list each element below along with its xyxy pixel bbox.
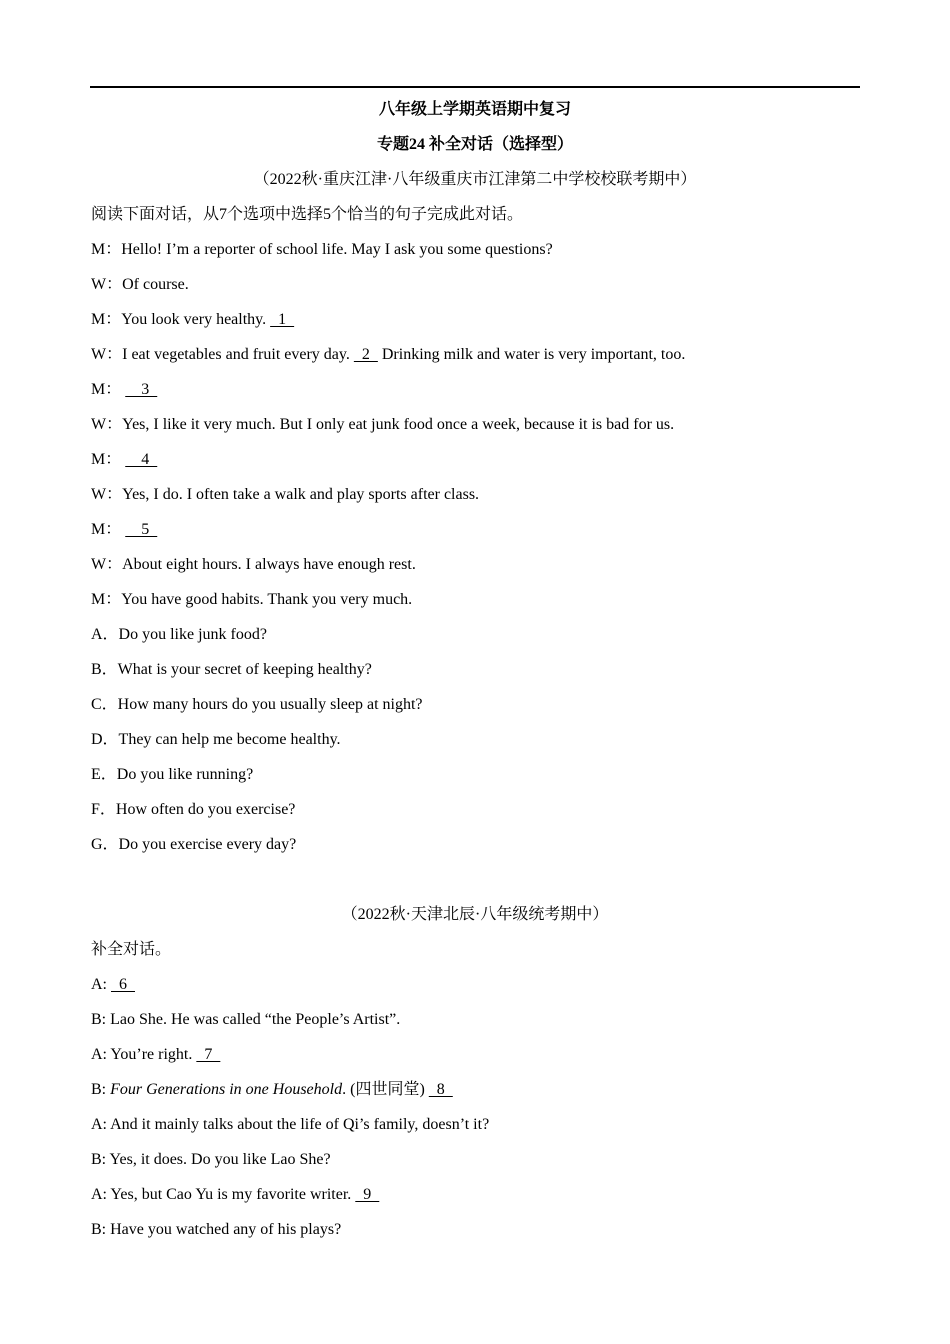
dialogue-text: Have you watched any of his plays? xyxy=(110,1221,342,1238)
dialogue-line xyxy=(91,275,189,295)
answer-blank-7: 7 xyxy=(196,1046,221,1063)
speaker-label: B: xyxy=(91,1011,111,1028)
answer-blank-1: 1 xyxy=(270,311,295,328)
dialogue-text: Yes, but Cao Yu is my favorite writer. xyxy=(110,1186,356,1203)
dialogue-line xyxy=(91,975,135,995)
speaker-label: M： xyxy=(91,591,122,608)
dialogue-text: Yes, I do. I often take a walk and play sports after class. xyxy=(122,486,480,503)
dialogue-line xyxy=(91,520,157,540)
option-c: C．How many hours do you usually sleep at night? xyxy=(91,696,423,713)
answer-blank-5: 5 xyxy=(125,521,158,538)
section1-source: （2022秋·重庆江津·八年级重庆市江津第二中学校校联考期中） xyxy=(253,171,697,188)
dialogue-line xyxy=(91,1010,400,1030)
dialogue-line xyxy=(91,450,157,470)
speaker-label: M： xyxy=(91,311,122,328)
dialogue-text: About eight hours. I always have enough rest. xyxy=(122,556,416,573)
speaker-label: W： xyxy=(91,486,123,503)
dialogue-text: And it mainly talks about the life of Qi’s family, doesn’t it? xyxy=(110,1116,490,1133)
section2-source: （2022秋·天津北辰·八年级统考期中） xyxy=(341,906,609,923)
speaker-label: M： xyxy=(91,241,122,258)
speaker-label: W： xyxy=(91,416,123,433)
answer-blank-4: 4 xyxy=(125,451,158,468)
speaker-label: A: xyxy=(91,1116,111,1133)
dialogue-line xyxy=(91,1220,341,1240)
dialogue-text: You look very healthy. xyxy=(121,311,271,328)
dialogue-text: Yes, I like it very much. But I only eat junk food once a week, because it is bad for us. xyxy=(122,416,675,433)
option-d: D．They can help me become healthy. xyxy=(91,731,341,748)
speaker-label: B: xyxy=(91,1221,111,1238)
option-e: E．Do you like running? xyxy=(91,766,254,783)
speaker-label: M： xyxy=(91,451,122,468)
dialogue-line xyxy=(91,1080,453,1100)
speaker-label: M： xyxy=(91,521,122,538)
dialogue-text-after: . (四世同堂) xyxy=(342,1081,429,1098)
option-a: A．Do you like junk food? xyxy=(91,626,267,643)
speaker-label: B: xyxy=(91,1151,110,1168)
header-rule xyxy=(90,86,860,88)
option-f: F．How often do you exercise? xyxy=(91,801,296,818)
dialogue-text-after: Drinking milk and water is very important, too. xyxy=(377,346,686,363)
dialogue-line xyxy=(91,240,553,260)
dialogue-line xyxy=(91,415,674,435)
dialogue-text: Hello! I’m a reporter of school life. May I ask you some questions? xyxy=(121,241,553,258)
dialogue-line xyxy=(91,1150,331,1170)
dialogue-line xyxy=(91,590,412,610)
answer-blank-8: 8 xyxy=(428,1081,453,1098)
answer-blank-6: 6 xyxy=(111,976,135,993)
page-title: 八年级上学期英语期中复习 xyxy=(378,101,571,118)
speaker-label: A: xyxy=(91,1046,111,1063)
option-b: B．What is your secret of keeping healthy? xyxy=(91,661,372,678)
dialogue-text: You’re right. xyxy=(110,1046,197,1063)
dialogue-line xyxy=(91,485,479,505)
dialogue-line xyxy=(91,555,416,575)
dialogue-line xyxy=(91,345,685,365)
answer-blank-9: 9 xyxy=(355,1186,380,1203)
section2-instruction: 补全对话。 xyxy=(91,941,172,958)
speaker-label: B: xyxy=(91,1081,111,1098)
speaker-label: W： xyxy=(91,556,123,573)
page-subtitle: 专题24 补全对话（选择型） xyxy=(376,136,573,153)
dialogue-text: I eat vegetables and fruit every day. xyxy=(122,346,354,363)
answer-blank-3: 3 xyxy=(125,381,158,398)
speaker-label: A: xyxy=(91,1186,111,1203)
speaker-label: A: xyxy=(91,976,111,993)
dialogue-line xyxy=(91,310,294,330)
section1-instruction: 阅读下面对话，从7个选项中选择5个恰当的句子完成此对话。 xyxy=(91,206,524,223)
dialogue-text: Of course. xyxy=(122,276,189,293)
book-title: Four Generations in one Household xyxy=(110,1081,343,1098)
speaker-label: M： xyxy=(91,381,122,398)
dialogue-line xyxy=(91,1115,489,1135)
speaker-label: W： xyxy=(91,346,123,363)
dialogue-text: Lao She. He was called “the People’s Artist”. xyxy=(110,1011,401,1028)
dialogue-line xyxy=(91,1045,220,1065)
option-g: G．Do you exercise every day? xyxy=(91,836,297,853)
dialogue-line xyxy=(91,380,157,400)
dialogue-text: Yes, it does. Do you like Lao She? xyxy=(109,1151,331,1168)
speaker-label: W： xyxy=(91,276,123,293)
dialogue-text: You have good habits. Thank you very much. xyxy=(121,591,413,608)
answer-blank-2: 2 xyxy=(353,346,378,363)
dialogue-line xyxy=(91,1185,379,1205)
